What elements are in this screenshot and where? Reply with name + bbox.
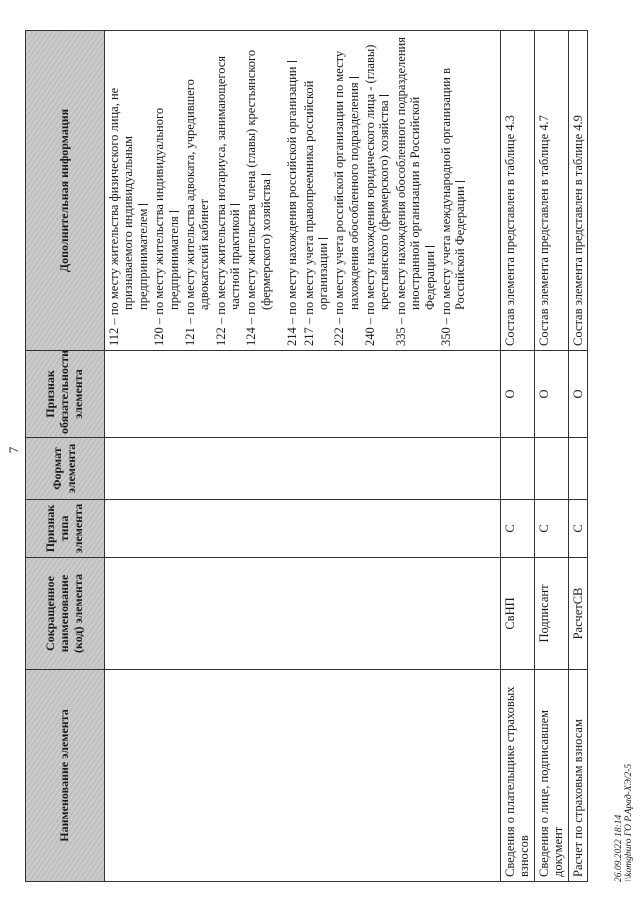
print-path: \\komgburo ГО Р.Арад-ХЭ/2-5 [624, 763, 635, 882]
cell-format [501, 438, 535, 500]
cell-name: Сведения о лице, подписавшем документ [534, 670, 568, 882]
cell-name [105, 670, 501, 882]
code-list-item: 350 – по месту учета международной организации в Российской Федерации [438, 67, 468, 346]
cell-code: РасчетСВ [568, 558, 587, 670]
cell-required: О [534, 351, 568, 438]
header-code: Сокращенное наименование (код) элемента [26, 558, 105, 670]
cell-required: О [568, 351, 587, 438]
page-number: 7 [6, 446, 21, 454]
code-list-item: 122 – по месту жительства нотариуса, занимающегося частной практикой [213, 55, 242, 346]
cell-name: Сведения о плательщике страховых взносов [501, 670, 535, 882]
code-list-item: 124 – по месту жительства члена (главы) крестьянского (фермерского) хозяйства [244, 49, 273, 346]
cell-type: С [501, 500, 535, 558]
table-row [534, 31, 568, 882]
table-header-row [26, 31, 105, 882]
header-type: Признак типа элемента [26, 500, 105, 558]
cell-info: Состав элемента представлен в таблице 4.7 [534, 31, 568, 351]
code-list-item: 120 – по месту жительства индивидуального предпринимателя [152, 107, 181, 346]
code-list-item: 217 – по месту учета правопреемника российской организации [301, 80, 330, 346]
cell-info: Состав элемента представлен в таблице 4.9 [568, 31, 587, 351]
cell-format [568, 438, 587, 500]
cell-type: С [534, 500, 568, 558]
header-format: Формат элемента [26, 438, 105, 500]
cell-code: СвНП [501, 558, 535, 670]
cell-info: Состав элемента представлен в таблице 4.3 [501, 31, 535, 351]
cell-type [105, 500, 501, 558]
cell-format [534, 438, 568, 500]
code-list-item: 222 – по месту учета российской организации по месту нахождения обособленного подразделения [332, 50, 361, 346]
cell-required: О [501, 351, 535, 438]
cell-code: Подписант [534, 558, 568, 670]
cell-name: Расчет по страховым взносам [568, 670, 587, 882]
header-name: Наименование элемента [26, 670, 105, 882]
cell-info [105, 31, 501, 351]
cell-format [105, 438, 501, 500]
code-list-item: 112 – по месту жительства физического лица, не признаваемого индивидуальным предпринимателем [107, 87, 150, 346]
print-timestamp: 26.09.2022 18:14 [614, 814, 624, 882]
cell-required [105, 351, 501, 438]
cell-type: С [568, 500, 587, 558]
code-list-item: 335 – по месту нахождения обособленного подразделения иностранной организации в Российской Федерации [393, 37, 437, 346]
code-list-item: 240 – по месту нахождения юридического лица - (главы) крестьянского (фермерского) хозяйства [363, 44, 392, 346]
header-info: Дополнительная информация [26, 31, 105, 351]
elements-table [25, 30, 588, 882]
print-footer [614, 764, 635, 882]
code-list-item: 121 – по месту жительства адвоката, учредившего адвокатский кабинет [182, 79, 212, 346]
table-row [501, 31, 535, 882]
table-row [568, 31, 587, 882]
code-list-item: 214 – по месту нахождения российской организации [285, 35, 299, 346]
header-required: Признак обязательности элемента [26, 351, 105, 438]
table-row [105, 31, 501, 882]
cell-code [105, 558, 501, 670]
